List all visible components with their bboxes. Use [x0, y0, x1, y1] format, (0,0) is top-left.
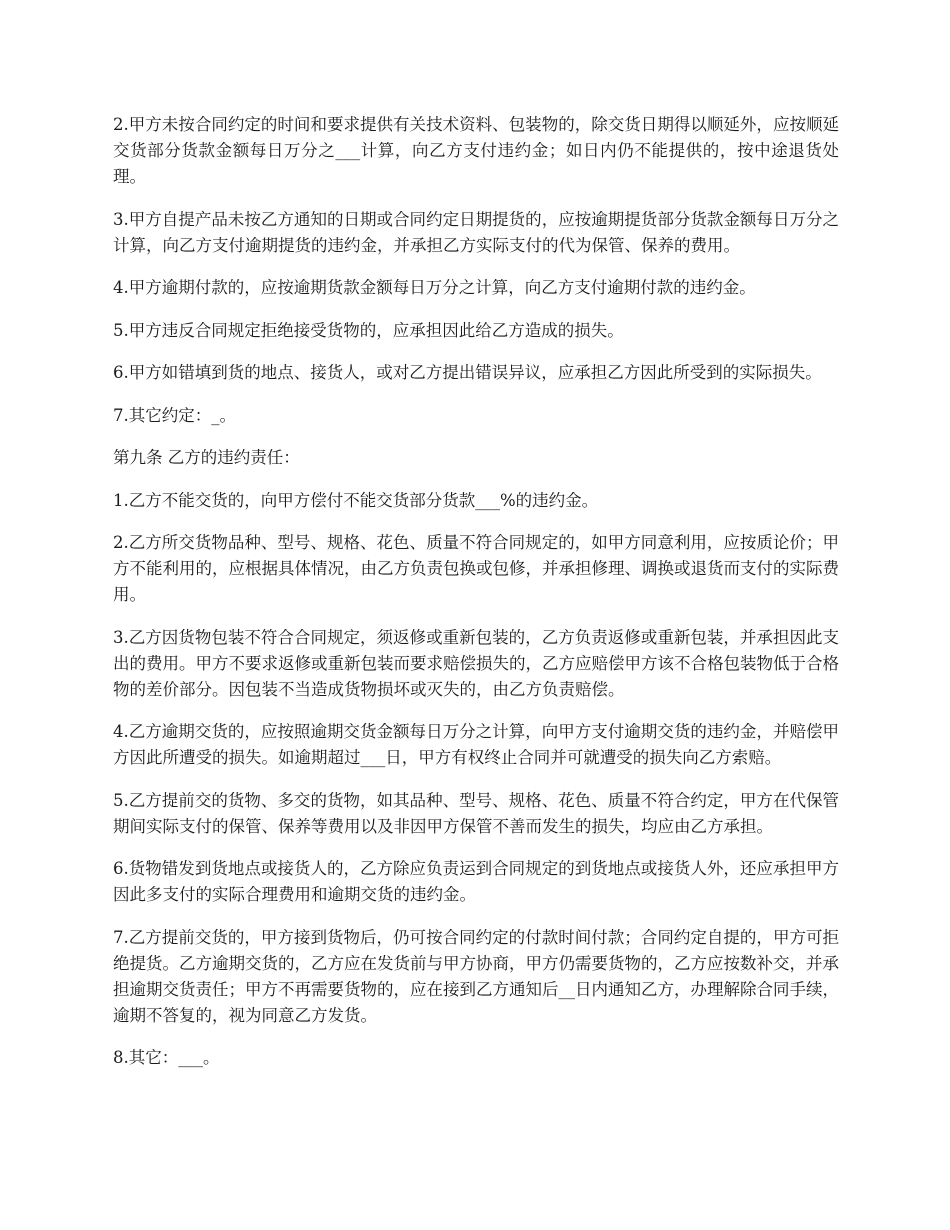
clause-paragraph: 7.乙方提前交货的，甲方接到货物后，仍可按合同约定的付款时间付款；合同约定自提的，甲方可拒绝提货。乙方逾期交货的，乙方应在发货前与甲方协商，甲方仍需要货物的，乙方应按数补交，并承担逾期交货责任；甲方不再需要货物的，应在接到乙方通知后__日内通知乙方，办理解除合同手续，逾期不答复的，视为同意乙方发货。 — [113, 927, 839, 1025]
clause-paragraph: 5.乙方提前交的货物、多交的货物，如其品种、型号、规格、花色、质量不符合约定，甲方在代保管期间实际支付的保管、保养等费用以及非因甲方保管不善而发生的损失，均应由乙方承担。 — [113, 790, 839, 836]
clause-paragraph: 5.甲方违反合同规定拒绝接受货物的，应承担因此给乙方造成的损失。 — [113, 320, 624, 340]
clause-paragraph: 1.乙方不能交货的，向甲方偿付不能交货部分货款___%的违约金。 — [113, 490, 599, 510]
clause-paragraph: 2.乙方所交货物品种、型号、规格、花色、质量不符合同规定的，如甲方同意利用，应按质论价；甲方不能利用的，应根据具体情况，由乙方负责包换或包修，并承担修理、调换或退货而支付的实际费用。 — [113, 533, 839, 604]
clause-paragraph: 3.乙方因货物包装不符合合同规定，须返修或重新包装的，乙方负责返修或重新包装，并承担因此支出的费用。甲方不要求返修或重新包装而要求赔偿损失的，乙方应赔偿甲方该不合格包装物低于合格物的差价部分。因包装不当造成货物损坏或灭失的，由乙方负责赔偿。 — [113, 627, 839, 699]
clause-paragraph: 6.甲方如错填到货的地点、接货人，或对乙方提出错误异议，应承担乙方因此所受到的实际损失。 — [113, 363, 822, 382]
clause-paragraph: 8.其它：___。 — [113, 1048, 220, 1067]
clause-paragraph: 4.乙方逾期交货的，应按照逾期交货金额每日万分之计算，向甲方支付逾期交货的违约金，并赔偿甲方因此所遭受的损失。如逾期超过___日，甲方有权终止合同并可就遭受的损失向乙方索赔。 — [113, 722, 839, 767]
document-body — [113, 112, 839, 1088]
clause-paragraph: 4.甲方逾期付款的，应按逾期货款金额每日万分之计算，向乙方支付逾期付款的违约金。 — [113, 278, 756, 297]
clause-paragraph: 3.甲方自提产品未按乙方通知的日期或合同约定日期提货的，应按逾期提货部分货款金额每日万分之计算，向乙方支付逾期提货的违约金，并承担乙方实际支付的代为保管、保养的费用。 — [113, 209, 839, 255]
clause-paragraph: 2.甲方未按合同约定的时间和要求提供有关技术资料、包装物的，除交货日期得以顺延外，应按顺延交货部分货款金额每日万分之___计算，向乙方支付违约金；如日内仍不能提供的，按中途退货处理。 — [113, 115, 839, 186]
clause-paragraph: 7.其它约定：_。 — [113, 405, 236, 425]
clause-paragraph: 6.货物错发到货地点或接货人的，乙方除应负责运到合同规定的到货地点或接货人外，还应承担甲方因此多支付的实际合理费用和逾期交货的违约金。 — [113, 859, 839, 904]
section-heading: 第九条 乙方的违约责任： — [113, 448, 300, 467]
